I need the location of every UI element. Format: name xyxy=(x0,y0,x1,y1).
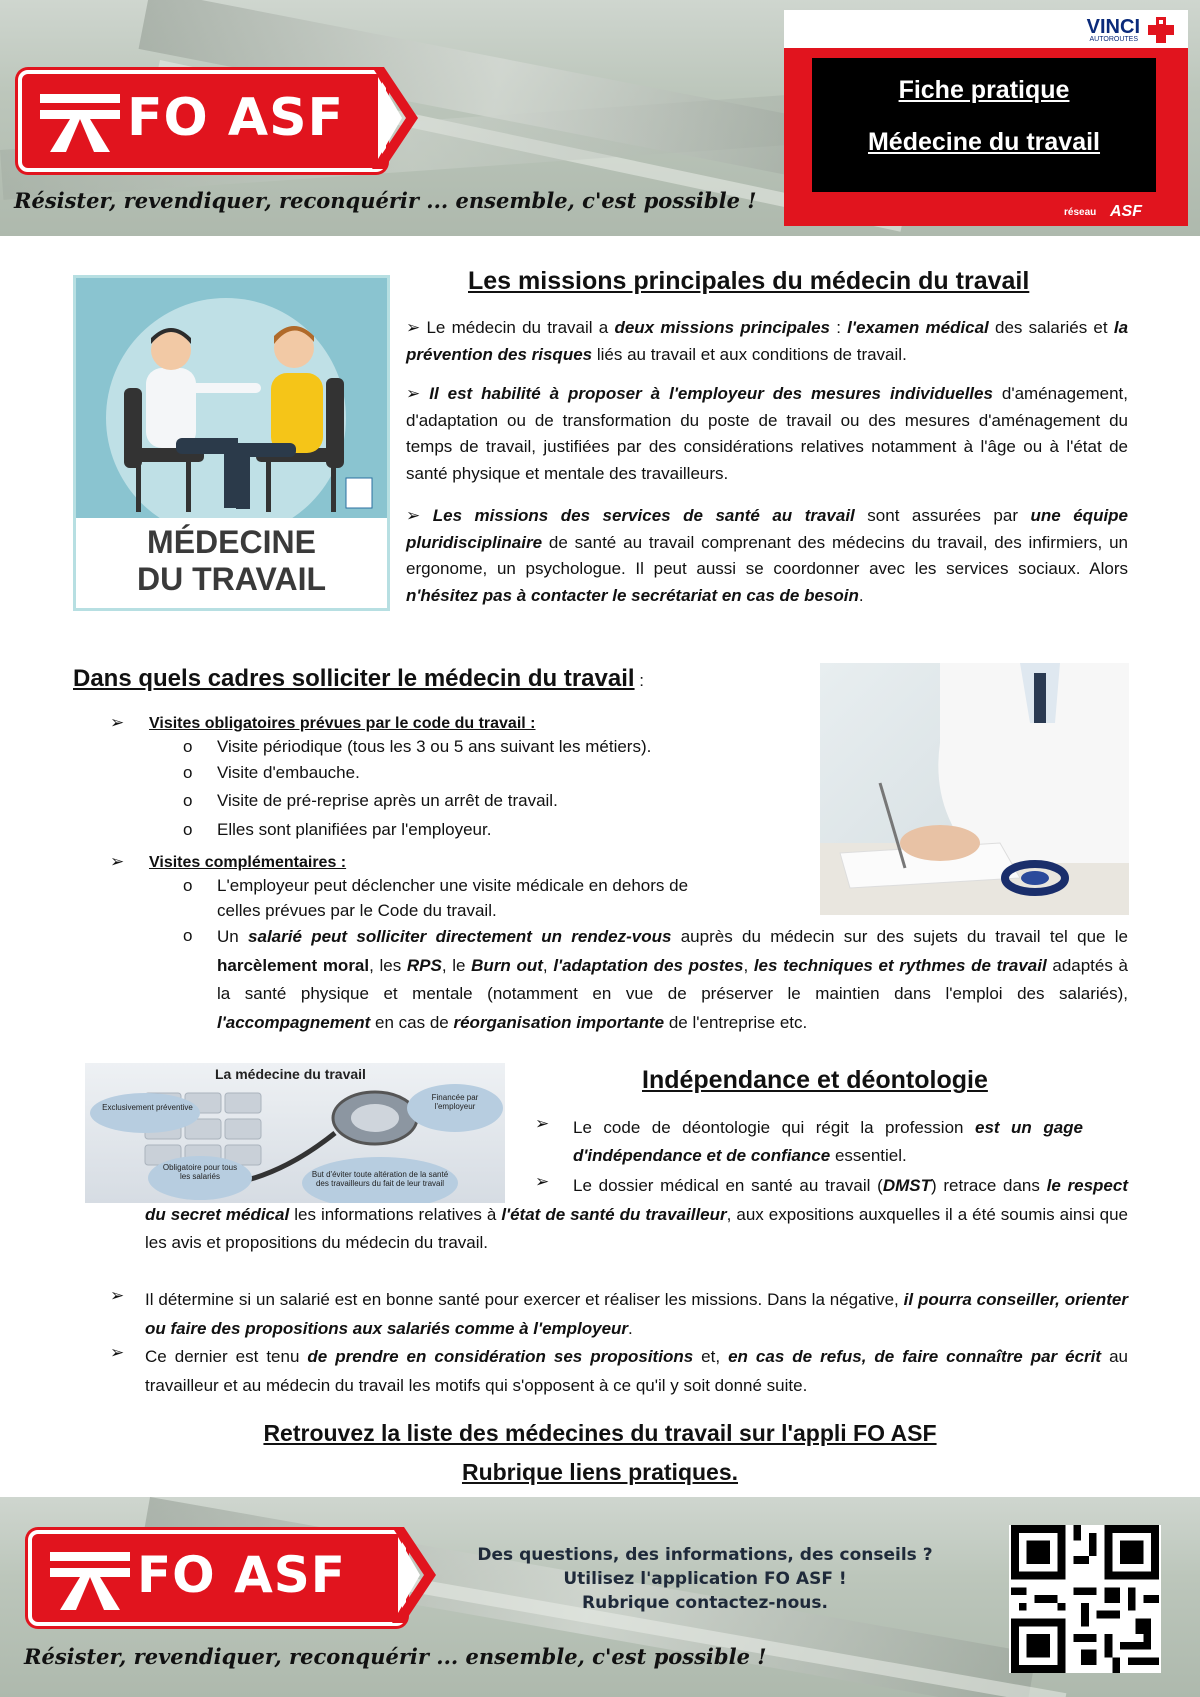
list-item xyxy=(183,734,651,761)
doctor-consultation-image xyxy=(76,278,387,518)
highway-icon xyxy=(50,1548,130,1610)
text: de l'entreprise etc. xyxy=(664,1012,808,1032)
cadres-title-suffix: : xyxy=(634,671,645,690)
diagram-bubble-1: Exclusivement préventive xyxy=(102,1103,193,1112)
circle-bullet-icon: o xyxy=(183,926,193,945)
highway-icon xyxy=(40,90,120,152)
cta-line-1: Retrouvez la liste des médecines du travail sur l'appli FO ASF xyxy=(263,1420,937,1446)
text: Le dossier médical en santé au travail ( xyxy=(573,1176,883,1195)
emphasis: DMST xyxy=(882,1176,931,1195)
emphasis: réorganisation importante xyxy=(453,1012,665,1032)
medecine-du-travail-illustration xyxy=(73,275,390,611)
diagram-bubble-2: Financée par l'employeur xyxy=(431,1093,479,1111)
text: , les xyxy=(369,955,407,975)
missions-paragraph-2 xyxy=(406,381,1128,487)
logo-text: FO ASF xyxy=(127,88,345,148)
text: , le xyxy=(441,955,472,975)
text: des salariés et xyxy=(988,318,1114,337)
text: de santé au travail comprenant des médecins du travail, des infirmiers, un ergonome, un psychologue. Il peut aussi se coordonner avec les services sociaux. Alors xyxy=(406,532,1128,578)
emphasis: salarié peut solliciter directement un rendez-vous xyxy=(248,927,672,946)
list-item xyxy=(183,760,360,787)
emphasis: l'examen médical xyxy=(847,318,989,337)
text: en cas de xyxy=(370,1012,454,1032)
diagram-bubble-3: Obligatoire pour tous les salariés xyxy=(162,1163,238,1181)
vinci-mark-icon xyxy=(1148,17,1174,43)
emphasis: en cas de refus, de faire connaître par écrit xyxy=(728,1347,1102,1366)
arrow-bullet-icon: ➢ xyxy=(535,1114,550,1133)
circle-bullet-icon: o xyxy=(183,737,193,756)
text: . xyxy=(628,1318,633,1338)
fiche-title-line1: Fiche pratique xyxy=(898,76,1070,104)
text: Un xyxy=(217,927,249,946)
arrow-bullet-icon: ➢ xyxy=(406,506,433,525)
header-slogan: Résister, revendiquer, reconquérir ... ensemble, c'est possible ! xyxy=(14,188,757,213)
text: , aux expositions auxquelles il a été soumis ainsi que les avis et propositions du médecin du travail. xyxy=(145,1204,1128,1252)
reseau-brand: ASF xyxy=(1110,203,1142,220)
arrow-bullet-icon: ➢ xyxy=(110,1286,125,1305)
circle-bullet-icon: o xyxy=(183,763,193,782)
text: les informations relatives à xyxy=(289,1204,502,1224)
arrow-bullet-icon: ➢ xyxy=(110,713,125,732)
list-item xyxy=(183,817,491,844)
emphasis: harcèlement moral xyxy=(217,955,370,975)
fiche-title-line2: Médecine du travail xyxy=(867,128,1101,156)
missions-paragraph-3 xyxy=(406,503,1128,609)
missions-title-text: Les missions principales du médecin du travail xyxy=(468,267,1030,295)
independance-title xyxy=(642,1066,988,1095)
text: liés au travail et aux conditions de travail. xyxy=(592,344,907,364)
text: adaptés à la santé physique et mentale (notamment en vue de préserver le maintien dans l'emploi des salariés), xyxy=(217,955,1128,1003)
emphasis: une équipe pluridisciplinaire xyxy=(406,506,1129,552)
footer-message xyxy=(420,1543,990,1615)
doctor-writing-photo xyxy=(820,663,1129,915)
text: Le code de déontologie qui régit la profession xyxy=(573,1118,975,1137)
independance-bullet-4 xyxy=(145,1343,1128,1400)
missions-paragraph-1 xyxy=(406,315,1128,368)
arrow-bullet-icon: ➢ xyxy=(406,318,427,337)
independance-title-text: Indépendance et déontologie xyxy=(642,1066,988,1094)
caption-line2: DU TRAVAIL xyxy=(136,561,326,597)
text: , xyxy=(542,955,554,975)
qr-code-icon[interactable] xyxy=(1009,1525,1161,1673)
text: , xyxy=(743,955,754,975)
emphasis: deux missions principales xyxy=(614,318,830,337)
list-item-text: Visite d'embauche. xyxy=(217,763,360,782)
arrow-bullet-icon: ➢ xyxy=(110,852,125,871)
footer-slogan: Résister, revendiquer, reconquérir ... ensemble, c'est possible ! xyxy=(24,1644,767,1669)
list-item xyxy=(183,788,558,815)
list-item-text: Elles sont planifiées par l'employeur. xyxy=(217,820,492,839)
circle-bullet-icon: o xyxy=(183,791,193,810)
emphasis: l'adaptation des postes xyxy=(553,955,744,975)
text: Il détermine si un salarié est en bonne santé pour exercer et réaliser les missions. Dans la négative, xyxy=(145,1290,904,1309)
emphasis: Il est habilité à proposer à l'employeur des mesures individuelles xyxy=(429,384,993,403)
caption-box xyxy=(76,518,387,608)
fo-asf-logo xyxy=(18,70,386,172)
footer-msg-line2: Utilisez l'application FO ASF ! xyxy=(563,1569,847,1589)
g2-item2 xyxy=(217,923,1128,1037)
list-item xyxy=(183,873,688,900)
diagram-bubble-4: But d'éviter toute altération de la santé des travailleurs du fait de leur travail xyxy=(311,1170,449,1188)
text: et, xyxy=(693,1347,729,1366)
independance-bullet-2 xyxy=(145,1172,1128,1258)
list-item-text: L'employeur peut déclencher une visite médicale en dehors de xyxy=(217,876,689,895)
emphasis: la prévention des risques xyxy=(406,318,1129,364)
footer-logo-text: FO ASF xyxy=(137,1546,346,1604)
independance-bullet-1 xyxy=(573,1114,1083,1170)
arrow-bullet-icon: ➢ xyxy=(406,384,430,403)
emphasis: l'accompagnement xyxy=(217,1012,371,1032)
caption-line1: MÉDECINE xyxy=(147,524,316,560)
text: essentiel. xyxy=(830,1146,907,1165)
circle-bullet-icon: o xyxy=(183,820,193,839)
text: d'aménagement, d'adaptation ou de transformation du poste de travail ou des mesures d'aménagement du temps de travail, justifiées par des considérations relatives notamment à l'âge ou à l'état de santé physique et mentale des travailleurs. xyxy=(406,384,1129,483)
list-item-text: Visite périodique (tous les 3 ou 5 ans suivant les métiers). xyxy=(217,737,652,756)
text: Le médecin du travail a xyxy=(426,318,615,337)
list-item-text: Visite de pré-reprise après un arrêt de travail. xyxy=(217,791,558,810)
missions-title xyxy=(468,267,1029,296)
text: sont assurées par xyxy=(854,506,1031,525)
cadres-title-text: Dans quels cadres solliciter le médecin du travail xyxy=(73,665,635,692)
emphasis: l'état de santé du travailleur xyxy=(501,1204,727,1224)
text: Ce dernier est tenu xyxy=(145,1347,308,1366)
reseau-label: réseau xyxy=(1064,207,1097,218)
cadres-title xyxy=(73,665,644,693)
group2-title: Visites complémentaires : xyxy=(148,854,347,871)
text: au travailleur et au médecin du travail les motifs qui s'opposent à ce qu'il y soit donné suite. xyxy=(145,1347,1128,1395)
text: ) retrace dans xyxy=(930,1176,1047,1195)
footer-msg-line3: Rubrique contactez-nous. xyxy=(582,1593,828,1613)
text: . xyxy=(858,585,864,605)
text: : xyxy=(830,318,848,337)
chevron-right-icon xyxy=(372,67,420,169)
vinci-logo xyxy=(784,10,1188,48)
cta-line-2: Rubrique liens pratiques. xyxy=(461,1459,739,1485)
arrow-bullet-icon: ➢ xyxy=(110,1343,125,1362)
emphasis: de prendre en considération ses propositions xyxy=(307,1347,694,1366)
fiche-title-box xyxy=(812,58,1156,192)
emphasis: il pourra conseiller, orienter ou faire des propositions aux salariés comme à l'employeur xyxy=(145,1290,1128,1338)
circle-bullet-icon: o xyxy=(183,876,193,895)
independance-bullet-3 xyxy=(145,1286,1128,1343)
diagram-title: La médecine du travail xyxy=(215,1066,366,1082)
footer-fo-asf-logo xyxy=(28,1530,406,1626)
vinci-sub: AUTOROUTES xyxy=(1089,36,1138,43)
footer-msg-line1: Des questions, des informations, des conseils ? xyxy=(477,1545,933,1565)
group1-title: Visites obligatoires prévues par le code du travail : xyxy=(148,715,536,732)
fiche-panel xyxy=(784,10,1188,226)
doctor-writing-image xyxy=(820,663,1129,915)
emphasis: Les missions des services de santé au travail xyxy=(432,506,855,525)
emphasis: RPS xyxy=(406,955,442,975)
emphasis: le respect du secret médical xyxy=(145,1176,1128,1224)
text: auprès du médecin sur des sujets du travail tel que le xyxy=(671,927,1129,946)
arrow-bullet-icon: ➢ xyxy=(535,1172,550,1191)
emphasis: est un gage d'indépendance et de confiance xyxy=(573,1118,1083,1165)
emphasis: les techniques et rythmes de travail xyxy=(753,955,1047,975)
vinci-brand: VINCI xyxy=(1086,16,1140,38)
emphasis: n'hésitez pas à contacter le secrétariat en cas de besoin xyxy=(406,585,859,605)
emphasis: Burn out xyxy=(471,955,543,975)
list-item-continuation: celles prévues par le Code du travail. xyxy=(217,901,497,920)
